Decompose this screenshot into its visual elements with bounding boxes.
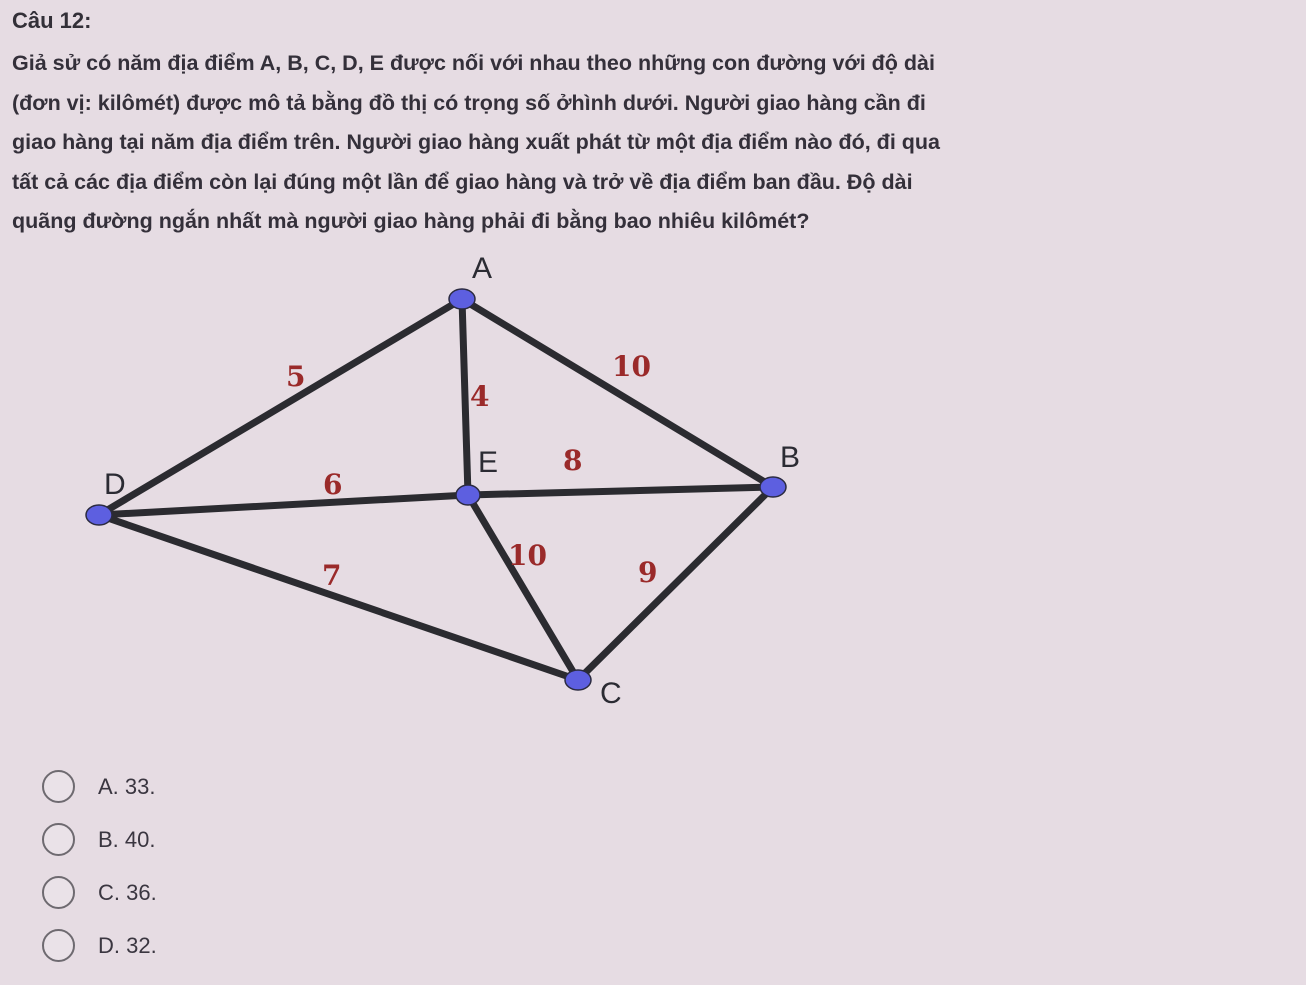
question-line: (đơn vị: kilômét) được mô tả bằng đồ thị có trọng số ởhình dưới. Người giao hàng cần đi: [12, 90, 926, 115]
option-label: B. 40.: [98, 826, 156, 852]
edge-a-d: [99, 299, 462, 515]
radio-button[interactable]: [42, 770, 75, 803]
option-d[interactable]: [42, 919, 157, 972]
edge-b-c: [578, 487, 773, 680]
option-label: C. 36.: [98, 879, 157, 905]
weight-e-c: 10: [508, 539, 547, 572]
option-label: D. 32.: [98, 932, 157, 958]
weight-d-e: 6: [323, 468, 343, 501]
question-title: Câu 12:: [12, 8, 92, 33]
edge-e-b: [468, 487, 773, 495]
option-label: A. 33.: [98, 773, 156, 799]
question-line: giao hàng tại năm địa điểm trên. Người giao hàng xuất phát từ một địa điểm nào đó, đi qua: [12, 130, 940, 154]
vertex-b: [760, 477, 786, 497]
weight-b-c: 9: [638, 556, 658, 589]
answer-options: [42, 760, 157, 972]
edge-e-c: [468, 495, 578, 680]
edge-d-e: [99, 495, 468, 515]
option-a[interactable]: [42, 760, 157, 813]
vertex-label-d: D: [104, 468, 126, 501]
vertex-label-c: C: [600, 677, 622, 710]
vertex-label-b: B: [780, 441, 801, 474]
edge-d-c: [99, 515, 578, 680]
radio-button[interactable]: [42, 876, 75, 909]
question-line: Giả sử có năm địa điểm A, B, C, D, E được nối với nhau theo những con đường với độ dài: [12, 51, 935, 75]
weight-e-b: 8: [563, 444, 583, 477]
option-b[interactable]: [42, 813, 157, 866]
edge-a-b: [462, 299, 773, 487]
weight-d-c: 7: [322, 559, 342, 592]
radio-button[interactable]: [42, 823, 75, 856]
question-line: quãng đường ngắn nhất mà người giao hàng phải đi bằng bao nhiêu kilômét?: [12, 209, 810, 233]
vertex-a: [449, 289, 475, 309]
weight-a-e: 4: [470, 380, 490, 413]
vertex-c: [565, 670, 591, 690]
edge-a-e: [462, 299, 468, 495]
radio-button[interactable]: [42, 929, 75, 962]
weight-a-d: 5: [286, 360, 306, 393]
vertex-label-e: E: [478, 446, 499, 479]
vertex-e: [456, 485, 480, 505]
vertex-label-a: A: [472, 252, 493, 285]
question-line: tất cả các địa điểm còn lại đúng một lần để giao hàng và trở về địa điểm ban đầu. Độ dài: [12, 169, 913, 194]
weight-a-b: 10: [612, 350, 651, 383]
option-c[interactable]: [42, 866, 157, 919]
vertex-d: [86, 505, 112, 525]
